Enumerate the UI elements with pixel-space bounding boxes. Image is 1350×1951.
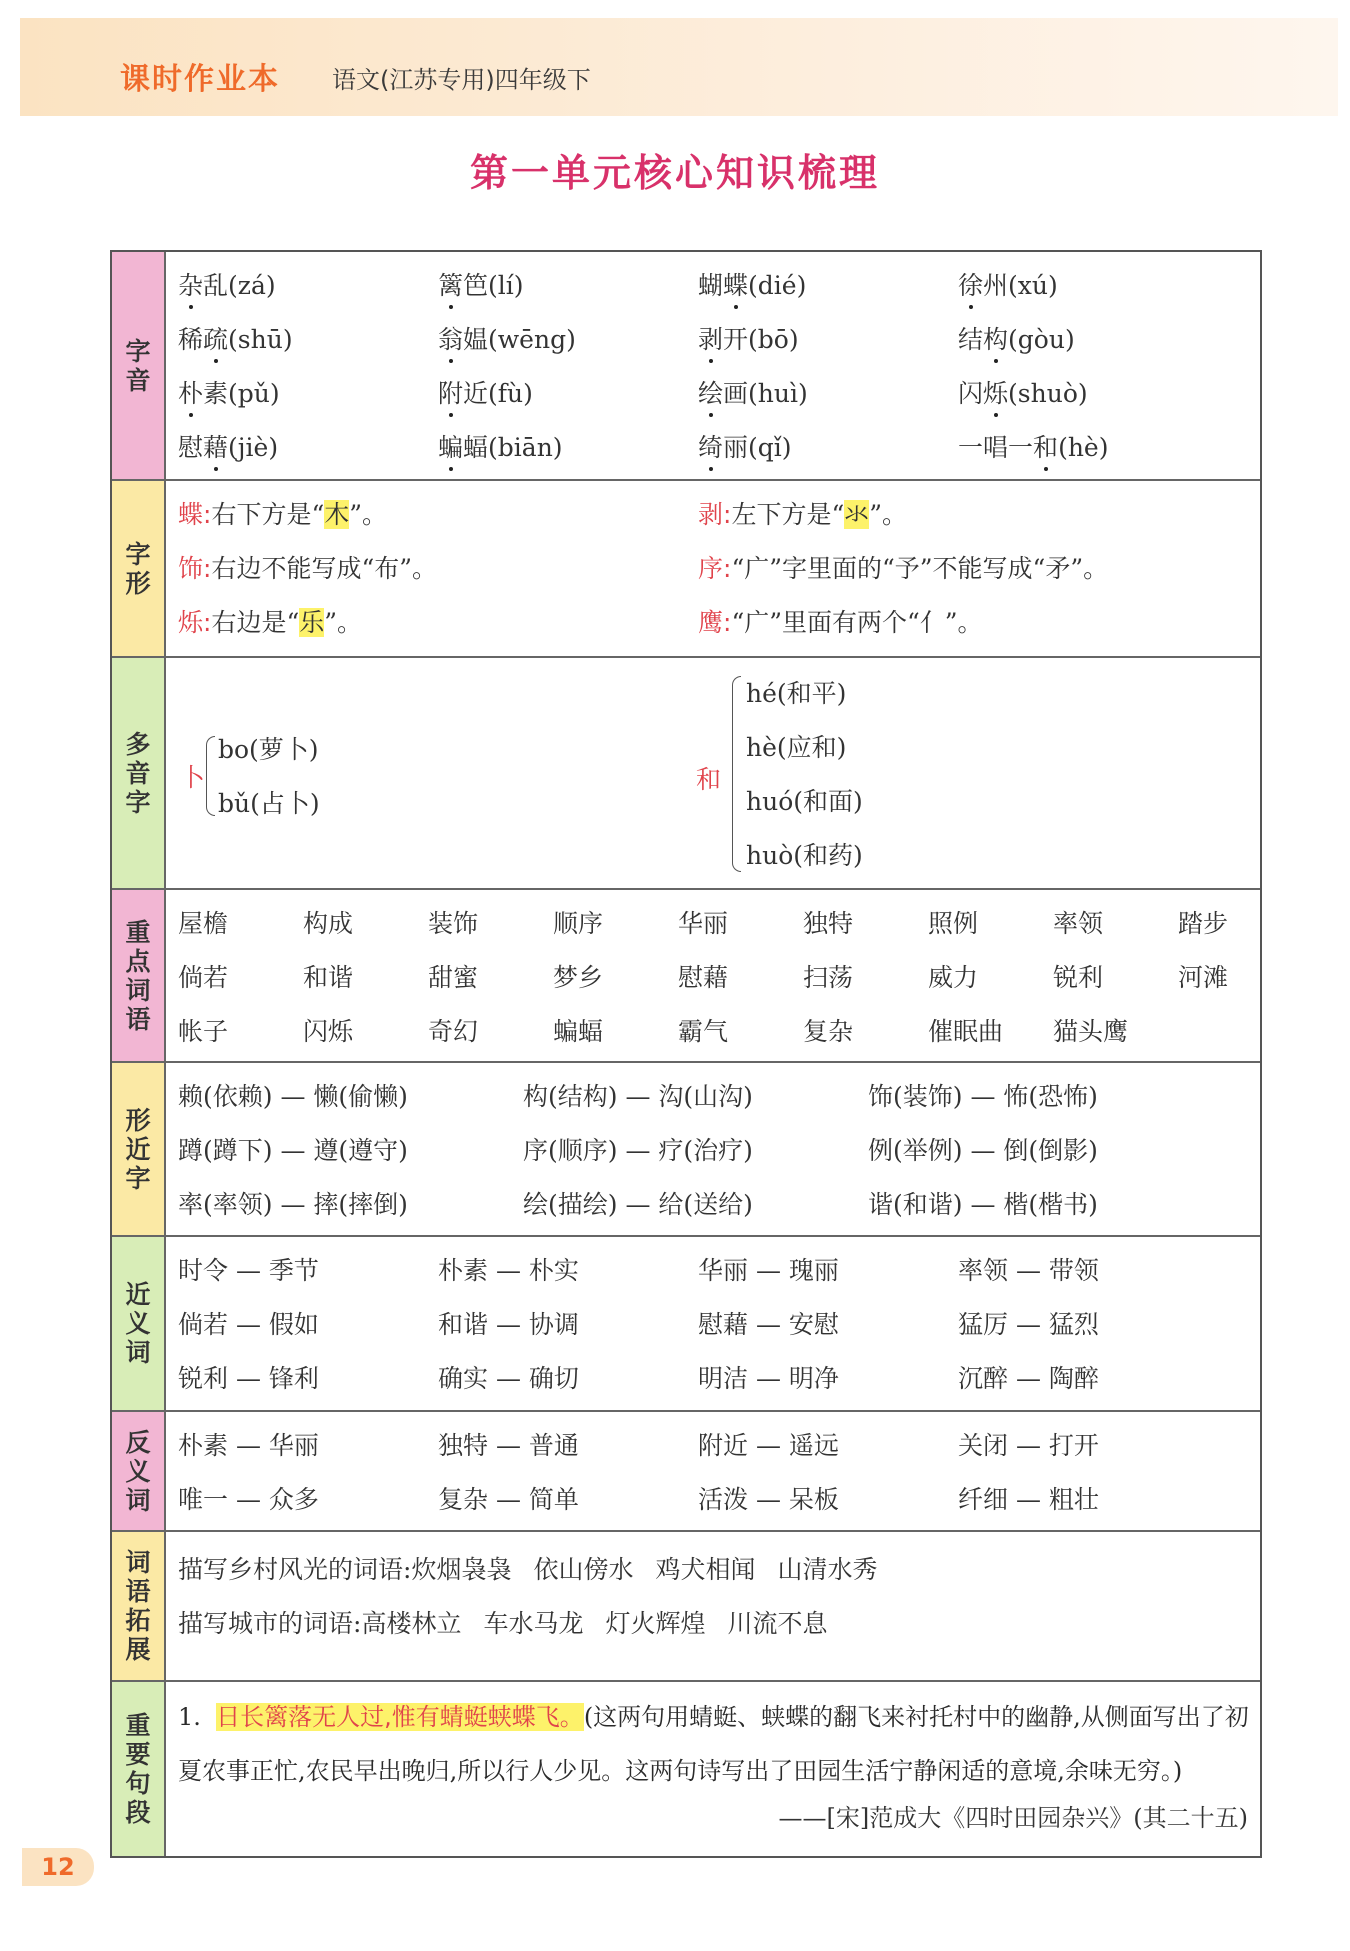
key-word: 霸气 [678, 1017, 729, 1046]
key-word: 华丽 [678, 909, 729, 938]
dotted-char: 蝶 [723, 266, 748, 302]
section-vocab-extension [112, 1532, 1260, 1682]
polyphone-content [166, 658, 1260, 888]
brace-icon [732, 676, 741, 872]
antonym-pair: 独特 — 普通 [438, 1431, 579, 1460]
polyphone-reading: hè(应和) [746, 733, 847, 762]
vocab-word: 鸡犬相闻 [655, 1555, 756, 1584]
key-word: 屋檐 [178, 909, 229, 938]
pronunciation-item: 朴素(pǔ) [178, 374, 280, 410]
poem-explanation: (这两句用蜻蜓、蛱蝶的翻飞来衬托村中的幽静,从侧面写出了初夏农事正忙,农民早出晚归,所以行人少见。这两句诗写出了田园生活宁静闲适的意境,余味无穷。) [178, 1703, 1249, 1785]
synonym-pair: 明洁 — 明净 [698, 1364, 839, 1393]
highlighted-part: 氺 [844, 500, 870, 529]
key-word: 闪烁 [303, 1017, 354, 1046]
poem-source: ——[宋]范成大《四时田园杂兴》(其二十五) [778, 1804, 1248, 1832]
vocab-word: 高楼林立 [361, 1609, 462, 1638]
section-label: 反 义 词 [112, 1412, 166, 1530]
similar-char-pair: 例(举例) — 倒(倒影) [868, 1136, 1098, 1165]
section-glyph [112, 481, 1260, 658]
similar-char-pair: 率(率领) — 摔(摔倒) [178, 1190, 408, 1219]
vocab-word: 依山傍水 [533, 1555, 634, 1584]
section-antonyms [112, 1412, 1260, 1532]
pronunciation-item: 绮丽(qǐ) [698, 428, 792, 464]
polyphone-char: 和 [696, 765, 722, 794]
section-label: 字 音 [112, 252, 166, 479]
key-word: 锐利 [1053, 963, 1104, 992]
vocab-word: 炊烟袅袅 [411, 1555, 512, 1584]
glyph-char: 序: [698, 554, 732, 583]
key-word: 奇幻 [428, 1017, 479, 1046]
vocab-lead: 描写乡村风光的词语: [178, 1555, 412, 1584]
glyph-item: 鹰:“广”里面有两个“亻”。 [698, 608, 983, 637]
dotted-char: 翁 [438, 320, 463, 356]
key-word: 顺序 [553, 909, 604, 938]
dotted-char: 烁 [983, 374, 1008, 410]
pronunciation-item: 蝙蝠(biān) [438, 428, 563, 464]
vocab-word: 车水马龙 [483, 1609, 584, 1638]
key-word: 照例 [928, 909, 979, 938]
vocab-word: 山清水秀 [777, 1555, 878, 1584]
key-word: 复杂 [803, 1017, 854, 1046]
synonym-pair: 朴素 — 朴实 [438, 1256, 579, 1285]
glyph-char: 蝶: [178, 500, 212, 529]
pronunciation-item: 杂乱(zá) [178, 266, 276, 302]
dotted-char: 杂 [178, 266, 203, 302]
dotted-char: 剥 [698, 320, 723, 356]
dotted-char: 构 [983, 320, 1008, 356]
section-label: 多 音 字 [112, 658, 166, 888]
antonym-pair: 活泼 — 呆板 [698, 1485, 839, 1514]
antonym-pair: 朴素 — 华丽 [178, 1431, 319, 1460]
pronunciation-item: 稀疏(shū) [178, 320, 293, 356]
vocab-word: 川流不息 [727, 1609, 828, 1638]
vocab-extension-content [166, 1532, 1260, 1680]
synonym-pair: 确实 — 确切 [438, 1364, 579, 1393]
book-brand: 课时作业本 [120, 62, 280, 97]
key-word: 帐子 [178, 1017, 229, 1046]
key-word: 倘若 [178, 963, 229, 992]
polyphone-reading: hé(和平) [746, 679, 847, 708]
antonym-pair: 复杂 — 简单 [438, 1485, 579, 1514]
key-word: 猫头鹰 [1053, 1017, 1129, 1046]
synonym-pair: 华丽 — 瑰丽 [698, 1256, 839, 1285]
knowledge-table [110, 250, 1262, 1858]
pronunciation-item: 结构(gòu) [958, 320, 1075, 356]
antonym-pair: 附近 — 遥远 [698, 1431, 839, 1460]
poem-quote: 日长篱落无人过,惟有蜻蜓蛱蝶飞。 [216, 1703, 584, 1731]
antonym-pair: 唯一 — 众多 [178, 1485, 319, 1514]
dotted-char: 蝙 [438, 428, 463, 464]
dotted-char: 绮 [698, 428, 723, 464]
polyphone-reading: huò(和药) [746, 841, 863, 870]
similar-chars-content [166, 1063, 1260, 1235]
similar-char-pair: 绘(描绘) — 给(送给) [523, 1190, 753, 1219]
glyph-item: 序:“广”字里面的“予”不能写成“矛”。 [698, 554, 1109, 583]
synonym-pair: 沉醉 — 陶醉 [958, 1364, 1099, 1393]
dotted-char: 绘 [698, 374, 723, 410]
section-label: 近 义 词 [112, 1237, 166, 1410]
section-label: 重 要 句 段 [112, 1682, 166, 1856]
key-word: 甜蜜 [428, 963, 479, 992]
pronunciation-item: 附近(fù) [438, 374, 533, 410]
glyph-content [166, 481, 1260, 656]
dotted-char: 和 [1033, 428, 1058, 464]
sentence-number: 1. [178, 1703, 201, 1731]
glyph-char: 鹰: [698, 608, 732, 637]
similar-char-pair: 赖(依赖) — 懒(偷懒) [178, 1082, 408, 1111]
synonym-pair: 和谐 — 协调 [438, 1310, 579, 1339]
key-word: 独特 [803, 909, 854, 938]
pronunciation-item: 徐州(xú) [958, 266, 1058, 302]
highlighted-part: 乐 [299, 608, 325, 637]
section-label: 重 点 词 语 [112, 890, 166, 1061]
section-synonyms [112, 1237, 1260, 1412]
similar-char-pair: 谐(和谐) — 楷(楷书) [868, 1190, 1098, 1219]
polyphone-reading: bo(萝卜) [218, 735, 319, 764]
pronunciation-item: 绘画(huì) [698, 374, 808, 410]
pronunciation-item: 闪烁(shuò) [958, 374, 1088, 410]
pronunciation-item: 篱笆(lí) [438, 266, 524, 302]
page-title: 第一单元核心知识梳理 [469, 151, 880, 195]
key-word: 率领 [1053, 909, 1104, 938]
glyph-item: 剥:左下方是“氺”。 [698, 500, 908, 529]
section-pronunciation [112, 252, 1260, 481]
section-label: 词 语 拓 展 [112, 1532, 166, 1680]
sentence-paragraph [178, 1690, 1250, 1798]
key-word: 威力 [928, 963, 979, 992]
section-polyphone [112, 658, 1260, 890]
key-word: 构成 [303, 909, 354, 938]
pronunciation-item: 剥开(bō) [698, 320, 799, 356]
similar-char-pair: 蹲(蹲下) — 遵(遵守) [178, 1136, 408, 1165]
synonym-pair: 慰藉 — 安慰 [698, 1310, 839, 1339]
section-similar-chars [112, 1063, 1260, 1237]
synonyms-content [166, 1237, 1260, 1410]
vocab-lead: 描写城市的词语: [178, 1609, 362, 1638]
dotted-char: 徐 [958, 266, 983, 302]
key-words-content [166, 890, 1260, 1061]
pronunciation-item: 慰藉(jiè) [178, 428, 278, 464]
pronunciation-item: 翁媪(wēng) [438, 320, 576, 356]
dotted-char: 疏 [203, 320, 228, 356]
vocab-extension-row [178, 1550, 878, 1586]
vocab-extension-row [178, 1604, 828, 1640]
dotted-char: 朴 [178, 374, 203, 410]
key-word: 和谐 [303, 963, 354, 992]
glyph-char: 剥: [698, 500, 732, 529]
glyph-item: 烁:右边是“乐”。 [178, 608, 363, 637]
synonym-pair: 猛厉 — 猛烈 [958, 1310, 1099, 1339]
header-banner [20, 18, 1338, 116]
vocab-word: 灯火辉煌 [605, 1609, 706, 1638]
dotted-char: 藉 [203, 428, 228, 464]
glyph-item: 蝶:右下方是“木”。 [178, 500, 388, 529]
pronunciation-item: 一唱一和(hè) [958, 428, 1108, 464]
key-word: 扫荡 [803, 963, 854, 992]
similar-char-pair: 饰(装饰) — 怖(恐怖) [868, 1082, 1098, 1111]
pronunciation-item: 蝴蝶(dié) [698, 266, 806, 302]
brace-icon [206, 736, 215, 816]
key-sentences-content [166, 1682, 1260, 1856]
highlighted-part: 木 [324, 500, 350, 529]
polyphone-reading: bǔ(占卜) [218, 789, 320, 818]
synonym-pair: 锐利 — 锋利 [178, 1364, 319, 1393]
antonym-pair: 关闭 — 打开 [958, 1431, 1099, 1460]
glyph-char: 烁: [178, 608, 212, 637]
synonym-pair: 倘若 — 假如 [178, 1310, 319, 1339]
synonym-pair: 时令 — 季节 [178, 1256, 319, 1285]
glyph-char: 饰: [178, 554, 212, 583]
antonym-pair: 纤细 — 粗壮 [958, 1485, 1099, 1514]
antonyms-content [166, 1412, 1260, 1530]
key-word: 装饰 [428, 909, 479, 938]
key-word: 河滩 [1178, 963, 1229, 992]
dotted-char: 篱 [438, 266, 463, 302]
key-word: 梦乡 [553, 963, 604, 992]
section-label: 形 近 字 [112, 1063, 166, 1235]
synonym-pair: 率领 — 带领 [958, 1256, 1099, 1285]
dotted-char: 附 [438, 374, 463, 410]
key-word: 慰藉 [678, 963, 729, 992]
pronunciation-content [166, 252, 1260, 479]
key-word: 蝙蝠 [553, 1017, 604, 1046]
key-word: 催眠曲 [928, 1017, 1004, 1046]
similar-char-pair: 序(顺序) — 疗(治疗) [523, 1136, 753, 1165]
section-key-sentences [112, 1682, 1260, 1856]
similar-char-pair: 构(结构) — 沟(山沟) [523, 1082, 753, 1111]
book-subject: 语文(江苏专用)四年级下 [332, 66, 591, 94]
section-key-words [112, 890, 1260, 1063]
section-label: 字 形 [112, 481, 166, 656]
glyph-item: 饰:右边不能写成“布”。 [178, 554, 437, 583]
polyphone-char: 卜 [180, 763, 206, 792]
page-number: 12 [22, 1848, 94, 1886]
key-word: 踏步 [1178, 909, 1229, 938]
polyphone-reading: huó(和面) [746, 787, 863, 816]
